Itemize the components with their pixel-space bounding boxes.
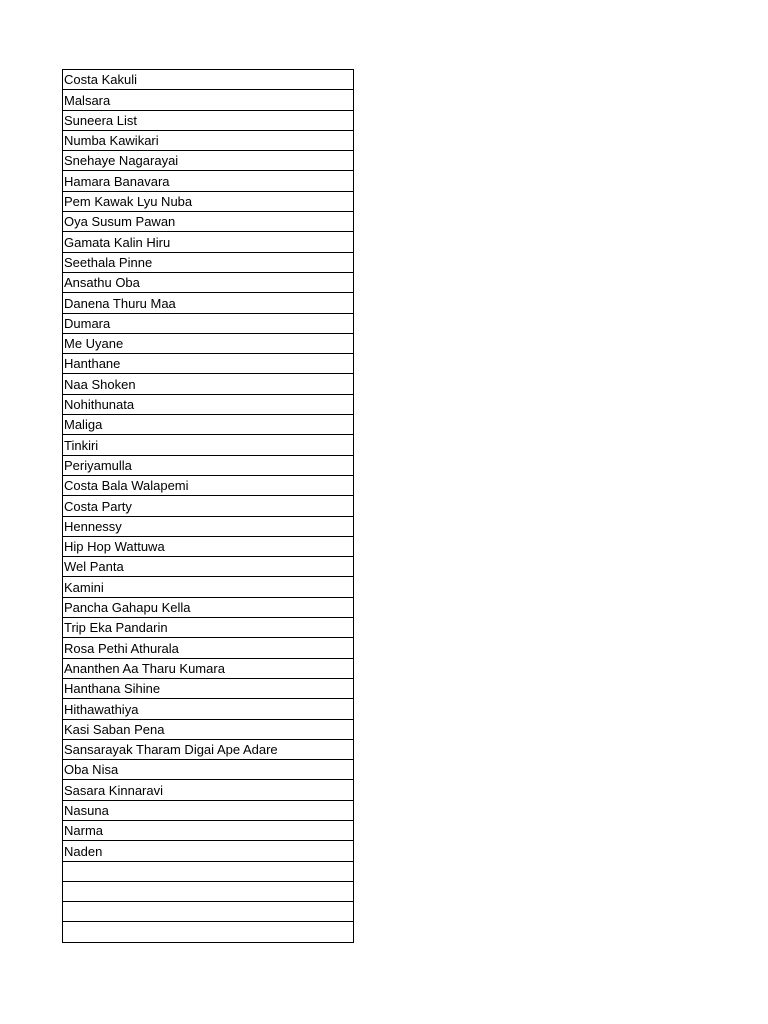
table-row <box>63 719 354 739</box>
table-row <box>63 394 354 414</box>
table-row <box>63 272 354 292</box>
song-list-body <box>63 70 354 943</box>
song-cell: Periyamulla <box>63 455 354 475</box>
table-row <box>63 841 354 861</box>
song-cell: Gamata Kalin Hiru <box>63 232 354 252</box>
table-row <box>63 881 354 901</box>
song-cell: Seethala Pinne <box>63 252 354 272</box>
table-row <box>63 374 354 394</box>
table-row <box>63 455 354 475</box>
song-cell: Dumara <box>63 313 354 333</box>
table-row <box>63 171 354 191</box>
song-cell: Malsara <box>63 90 354 110</box>
song-cell: Numba Kawikari <box>63 130 354 150</box>
table-row <box>63 293 354 313</box>
table-row <box>63 333 354 353</box>
table-row <box>63 760 354 780</box>
table-row <box>63 415 354 435</box>
song-cell: Sasara Kinnaravi <box>63 780 354 800</box>
table-row <box>63 638 354 658</box>
song-cell: Kasi Saban Pena <box>63 719 354 739</box>
table-row <box>63 70 354 90</box>
song-cell: Nohithunata <box>63 394 354 414</box>
song-cell: Costa Kakuli <box>63 70 354 90</box>
table-row <box>63 557 354 577</box>
song-cell: Hithawathiya <box>63 699 354 719</box>
song-cell: Naden <box>63 841 354 861</box>
table-row <box>63 861 354 881</box>
table-row <box>63 577 354 597</box>
table-row <box>63 354 354 374</box>
empty-cell <box>63 922 354 942</box>
empty-cell <box>63 902 354 922</box>
song-cell: Oba Nisa <box>63 760 354 780</box>
song-cell: Ananthen Aa Tharu Kumara <box>63 658 354 678</box>
table-row <box>63 618 354 638</box>
table-row <box>63 516 354 536</box>
table-row <box>63 496 354 516</box>
table-row <box>63 820 354 840</box>
song-cell: Rosa Pethi Athurala <box>63 638 354 658</box>
song-cell: Sansarayak Tharam Digai Ape Adare <box>63 739 354 759</box>
table-row <box>63 90 354 110</box>
table-row <box>63 536 354 556</box>
song-cell: Danena Thuru Maa <box>63 293 354 313</box>
song-cell: Maliga <box>63 415 354 435</box>
song-cell: Costa Party <box>63 496 354 516</box>
table-row <box>63 780 354 800</box>
song-cell: Hennessy <box>63 516 354 536</box>
song-cell: Hamara Banavara <box>63 171 354 191</box>
song-cell: Pem Kawak Lyu Nuba <box>63 191 354 211</box>
song-cell: Wel Panta <box>63 557 354 577</box>
song-cell: Me Uyane <box>63 333 354 353</box>
table-row <box>63 191 354 211</box>
song-cell: Pancha Gahapu Kella <box>63 597 354 617</box>
song-cell: Costa Bala Walapemi <box>63 475 354 495</box>
table-row <box>63 252 354 272</box>
table-row <box>63 902 354 922</box>
song-list-table <box>62 69 354 943</box>
song-cell: Oya Susum Pawan <box>63 212 354 232</box>
song-cell: Trip Eka Pandarin <box>63 618 354 638</box>
song-cell: Nasuna <box>63 800 354 820</box>
empty-cell <box>63 861 354 881</box>
table-row <box>63 699 354 719</box>
table-row <box>63 212 354 232</box>
table-row <box>63 130 354 150</box>
table-row <box>63 110 354 130</box>
table-row <box>63 313 354 333</box>
table-row <box>63 800 354 820</box>
song-cell: Narma <box>63 820 354 840</box>
song-cell: Snehaye Nagarayai <box>63 151 354 171</box>
song-cell: Naa Shoken <box>63 374 354 394</box>
empty-cell <box>63 881 354 901</box>
song-cell: Ansathu Oba <box>63 272 354 292</box>
song-cell: Hanthana Sihine <box>63 678 354 698</box>
song-cell: Hanthane <box>63 354 354 374</box>
table-row <box>63 658 354 678</box>
table-row <box>63 597 354 617</box>
song-cell: Hip Hop Wattuwa <box>63 536 354 556</box>
table-row <box>63 151 354 171</box>
table-row <box>63 475 354 495</box>
song-cell: Suneera List <box>63 110 354 130</box>
table-row <box>63 739 354 759</box>
table-row <box>63 678 354 698</box>
table-row <box>63 435 354 455</box>
song-cell: Tinkiri <box>63 435 354 455</box>
song-cell: Kamini <box>63 577 354 597</box>
table-row <box>63 232 354 252</box>
table-row <box>63 922 354 942</box>
